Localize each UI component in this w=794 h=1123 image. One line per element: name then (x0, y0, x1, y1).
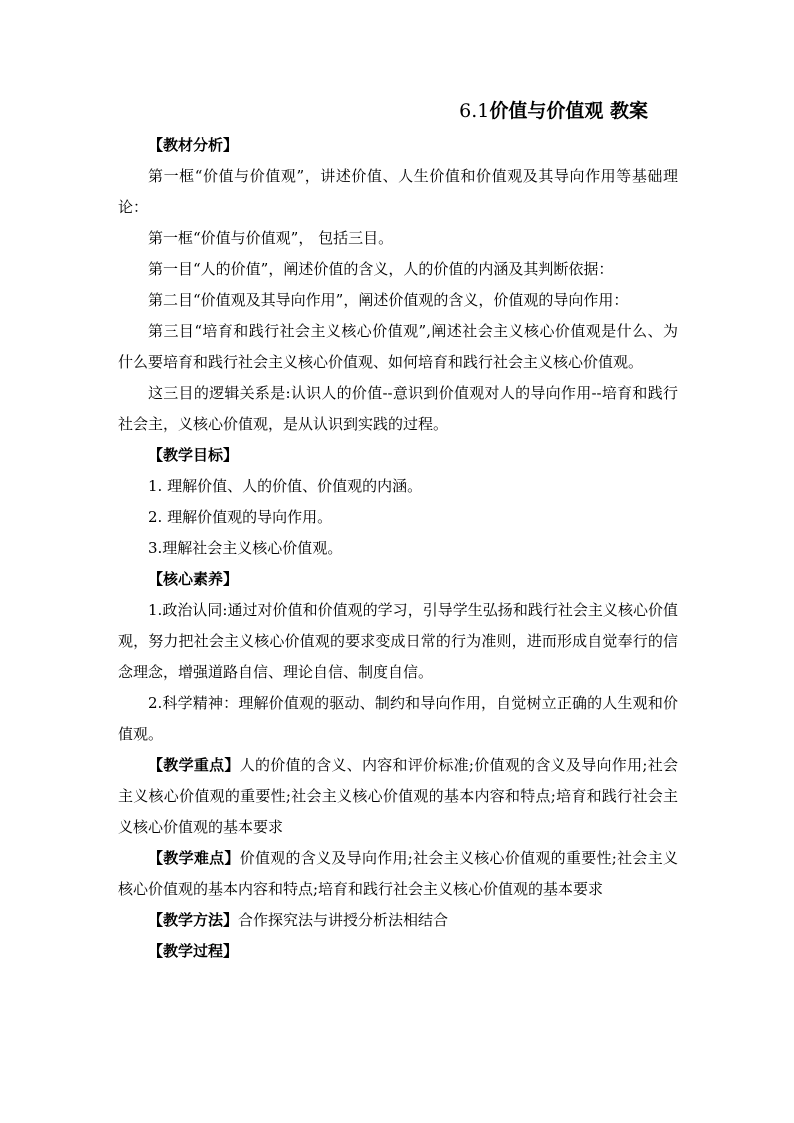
literacy-heading: 【核心素养】 (148, 570, 239, 588)
goal-item-3: 3.理解社会主义核心价值观。 (148, 539, 343, 557)
key-points-text: 人的价值的含义、内容和评价标准;价值观的含义及导向作用;社会主义核心价值观的重要性;社会主义核心价值观的基本内容和特点;培育和践行社会主义核心价值观的基本要求 (118, 756, 678, 836)
process-heading: 【教学过程】 (148, 942, 239, 960)
page-title (118, 96, 678, 126)
difficulties-label: 【教学难点】 (148, 849, 240, 867)
analysis-para-5: 第三目“培育和践行社会主义核心价值观”,阐述社会主义核心价值观是什么、为什么要培育和践行社会主义核心价值观、如何培育和践行社会主义核心价值观。 (118, 322, 678, 371)
goal-item-1: 1. 理解价值、人的价值、价值观的内涵。 (148, 477, 423, 495)
literacy-item-2: 2.科学精神：理解价值观的驱动、制约和导向作用，自觉树立正确的人生观和价值观。 (118, 694, 678, 743)
analysis-heading: 【教材分析】 (148, 136, 239, 154)
goal-item-2: 2. 理解价值观的导向作用。 (148, 508, 333, 526)
key-points-paragraph (118, 750, 678, 843)
methods-text: 合作探究法与讲授分析法相结合 (238, 911, 449, 929)
title-number: 6.1 (459, 100, 490, 122)
key-points-label: 【教学重点】 (148, 756, 240, 774)
difficulties-text: 价值观的含义及导向作用;社会主义核心价值观的重要性;社会主义核心价值观的基本内容和特点;培育和践行社会主义核心价值观的基本要求 (118, 849, 678, 898)
title-text: 价值与价值观 教案 (489, 100, 648, 122)
methods-paragraph (118, 905, 678, 936)
methods-label: 【教学方法】 (148, 911, 239, 929)
analysis-para-1: 第一框“价值与价值观”，讲述价值、人生价值和价值观及其导向作用等基础理论： (118, 167, 678, 216)
analysis-para-3: 第一目“人的价值”，阐述价值的含义，人的价值的内涵及其判断依据： (148, 260, 614, 278)
literacy-item-1: 1.政治认同:通过对价值和价值观的学习，引导学生弘扬和践行社会主义核心价值观，努力把社会主义核心价值观的要求变成日常的行为准则，进而形成自觉奉行的信念理念，增强道路自信、理论自信、制度自信。 (118, 601, 678, 681)
analysis-para-6: 这三目的逻辑关系是:认识人的价值--意识到价值观对人的导向作用--培育和践行社会主，义核心价值观，是从认识到实践的过程。 (118, 384, 678, 433)
analysis-para-4: 第二目“价值观及其导向作用”，阐述价值观的含义，价值观的导向作用： (148, 291, 629, 309)
difficulties-paragraph (118, 843, 678, 905)
goals-heading: 【教学目标】 (148, 446, 239, 464)
analysis-para-2: 第一框“价值与价值观”， 包括三目。 (148, 229, 394, 247)
document-page (118, 96, 678, 967)
